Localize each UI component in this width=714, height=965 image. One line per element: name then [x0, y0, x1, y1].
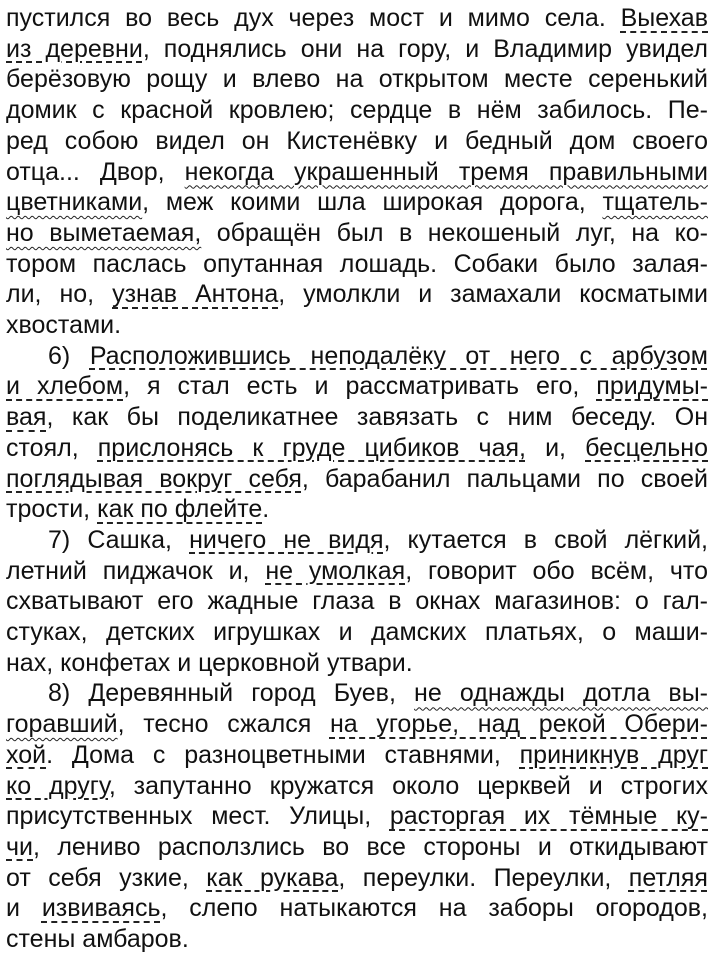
text-line: [6, 217, 708, 251]
text-segment: и,: [525, 433, 586, 462]
underlined-phrase: расторгая их тёмные ку-: [389, 802, 708, 831]
underlined-phrase: как рукава: [206, 863, 339, 892]
text-line: [6, 800, 708, 834]
text-segment: , барабанил пальцами по своей: [301, 464, 708, 493]
text-segment: , поднялись они на гору, и Владимир увидел: [142, 34, 708, 63]
underlined-phrase: бесцельно: [585, 433, 709, 462]
text-line: [6, 33, 708, 67]
text-segment: .: [262, 495, 270, 524]
text-line: [6, 309, 708, 343]
underlined-phrase: ничего не видя: [189, 525, 384, 554]
text-line: [6, 708, 708, 742]
text-line: [6, 248, 708, 282]
text-line: [6, 493, 708, 527]
text-line: [6, 370, 708, 404]
text-segment: 7) Сашка,: [48, 525, 190, 554]
text-segment: 8) Деревянный город Буев,: [48, 679, 415, 708]
text-line: [6, 923, 708, 957]
underlined-phrase: не однажды дотла вы-: [414, 679, 709, 708]
text-segment: , умолкли и замахали косматыми: [278, 280, 709, 309]
underlined-phrase: узнав Антона: [112, 280, 279, 309]
text-segment: трости,: [6, 495, 98, 524]
text-segment: , слепо натыкаются на заборы огородов,: [160, 894, 708, 923]
text-segment: стоял,: [6, 433, 98, 462]
underlined-phrase: горавший: [6, 710, 118, 739]
text-segment: ред собою видел он Кистенёвку и бедный дом своего: [6, 126, 708, 155]
text-line: [6, 401, 708, 435]
text-segment: , как бы поделикатнее завязать с ним беседу. Он: [46, 403, 708, 432]
text-segment: берёзовую рощу и влево на открытом месте серенький: [6, 65, 708, 94]
text-segment: стуках, детских игрушках и дамских платьях, о маши-: [6, 618, 708, 646]
text-line: [6, 463, 708, 497]
text-segment: обращён был в некошеный луг, на ко-: [201, 218, 709, 247]
text-segment: , запутанно кружатся около церквей и строгих: [108, 771, 708, 800]
text-segment: . Дома с разноцветными ставнями,: [46, 740, 520, 769]
text-segment: нах, конфетах и церковной утвари.: [6, 648, 413, 677]
text-segment: стены амбаров.: [6, 925, 189, 953]
text-segment: , переулки. Переулки,: [338, 863, 629, 892]
text-segment: , лениво расползлись во все стороны и откидывают: [33, 832, 708, 861]
text-line: [6, 278, 708, 312]
text-segment: отца... Двор,: [6, 157, 185, 186]
underlined-phrase: Расположившись неподалёку от него с арбузом: [89, 341, 708, 370]
underlined-phrase: цветниками: [6, 188, 143, 217]
text-segment: и: [6, 894, 42, 923]
text-line: [6, 340, 708, 374]
text-segment: , я стал есть и рассматривать его,: [123, 372, 597, 401]
underlined-phrase: вая: [6, 403, 47, 432]
underlined-phrase: поглядывая вокруг себя: [6, 464, 302, 493]
text-line: [6, 2, 708, 36]
text-segment: присутственных мест. Улицы,: [6, 802, 390, 831]
text-line: [6, 677, 708, 711]
text-segment: схватывают его жадные глаза в окнах магазинов: о гал-: [6, 587, 708, 616]
underlined-phrase: но выметаемая,: [6, 218, 202, 247]
text-segment: домик с красной кровлею; сердце в нём забилось. Пе-: [6, 96, 708, 125]
underlined-phrase: и хлебом: [6, 372, 124, 401]
text-line: [6, 831, 708, 865]
text-segment: , меж коими шла широкая дорога,: [142, 188, 603, 217]
underlined-phrase: Выехав: [620, 4, 708, 32]
text-line: [6, 585, 708, 619]
text-segment: 6): [48, 341, 90, 370]
underlined-phrase: придумы-: [596, 372, 708, 401]
underlined-phrase: петляя: [628, 863, 708, 892]
text-line: [6, 524, 708, 558]
text-line: [6, 770, 708, 804]
text-segment: ли, но,: [6, 280, 113, 309]
underlined-phrase: приникнув друг: [519, 740, 708, 769]
text-line: [6, 63, 708, 97]
underlined-phrase: некогда украшенный тремя правильными: [184, 157, 708, 186]
underlined-phrase: ко другу: [6, 771, 109, 800]
text-segment: тором паслась опутанная лошадь. Собаки было залая-: [6, 249, 708, 278]
text-segment: летний пиджачок и,: [6, 556, 266, 585]
text-line: [6, 555, 708, 589]
text-segment: , кутается в свой лёгкий,: [383, 525, 708, 554]
text-line: [6, 432, 708, 466]
underlined-phrase: как по флейте: [97, 495, 263, 524]
text-segment: хвостами.: [6, 311, 122, 339]
text-segment: пустился во весь дух через мост и мимо села.: [6, 4, 621, 32]
underlined-phrase: не умолкая: [265, 556, 406, 585]
underlined-phrase: хой: [6, 740, 47, 769]
text-line: [6, 892, 708, 926]
text-line: [6, 862, 708, 896]
underlined-phrase: прислонясь к груде цибиков чая,: [97, 433, 526, 462]
text-segment: , говорит обо всём, что: [405, 556, 708, 585]
underlined-phrase: на угорье, над рекой Обери-: [329, 710, 708, 739]
text-line: [6, 616, 708, 650]
text-line: [6, 94, 708, 128]
text-line: [6, 125, 708, 159]
text-segment: , тесно сжался: [117, 710, 330, 739]
text-line: [6, 156, 708, 190]
underlined-phrase: чи: [6, 832, 33, 861]
text-line: [6, 739, 708, 773]
underlined-phrase: извиваясь: [41, 894, 161, 923]
underlined-phrase: тщатель-: [602, 188, 708, 217]
text-segment: от себя узкие,: [6, 863, 207, 892]
text-line: [6, 186, 708, 220]
text-line: [6, 647, 708, 681]
underlined-phrase: из деревни: [6, 34, 143, 63]
